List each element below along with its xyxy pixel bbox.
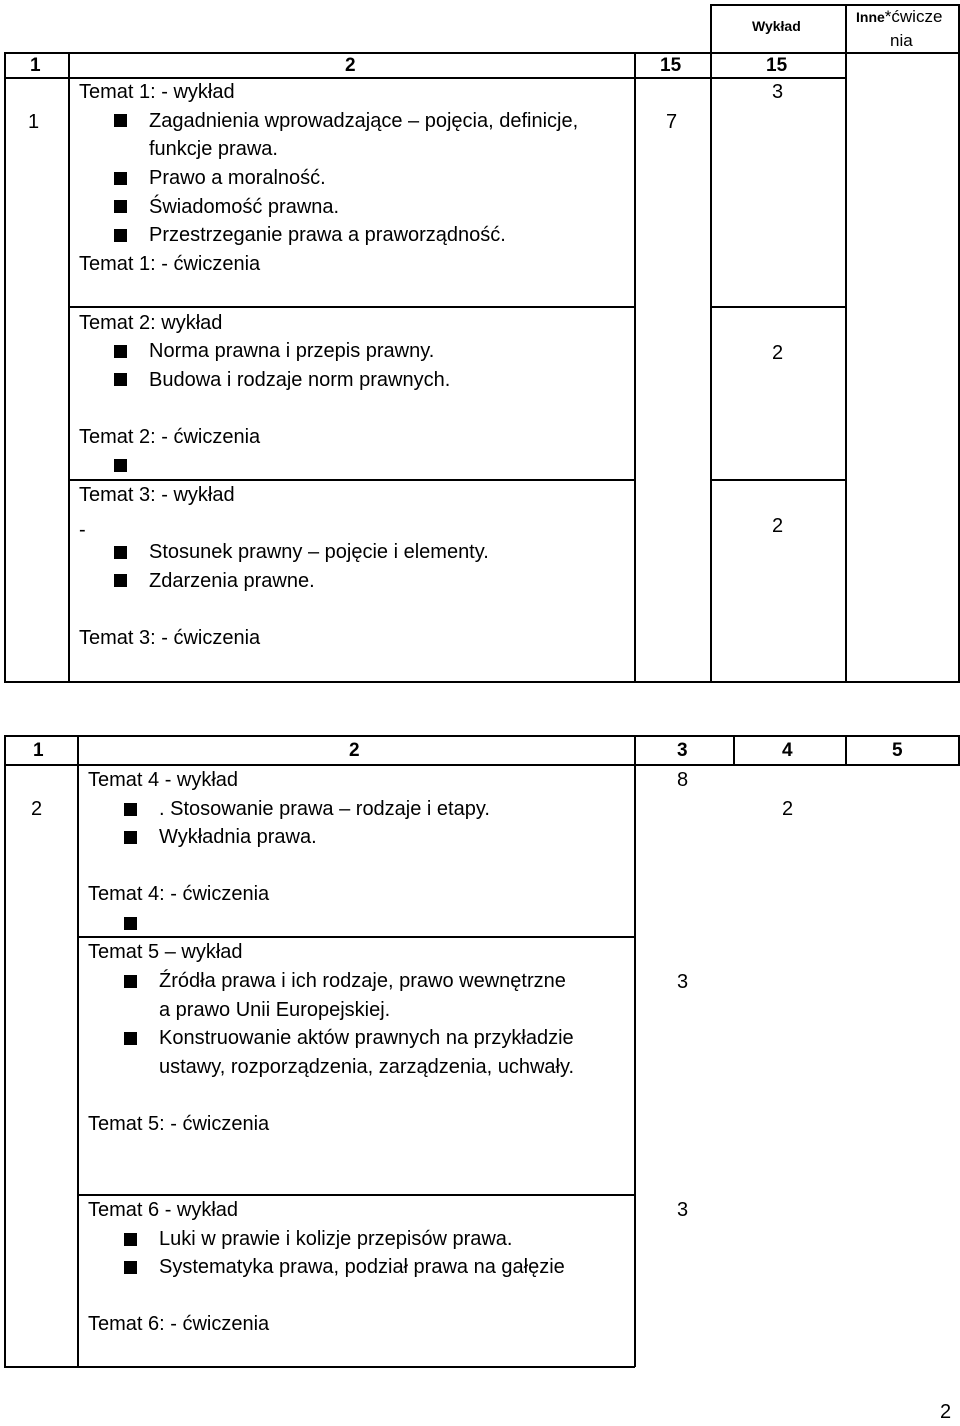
t4-exercise: Temat 4: - ćwiczenia <box>88 883 270 905</box>
t6-exercise: Temat 6: - ćwiczenia <box>88 1313 270 1335</box>
t1-col4-header: 15 <box>766 55 788 76</box>
bullet-icon <box>114 546 127 559</box>
t5-bullet-2: Konstruowanie aktów prawnych na przykładzie <box>159 1027 574 1049</box>
bullet-icon <box>124 1233 137 1246</box>
bullet-icon <box>114 114 127 127</box>
t5-bullet-1-cont: a prawo Unii Europejskiej. <box>159 999 391 1021</box>
t2-col1-header: 1 <box>33 740 44 761</box>
t3-hours: 2 <box>772 515 784 537</box>
bullet-icon <box>114 373 127 386</box>
t2-col2-header: 2 <box>349 740 360 761</box>
t5-bullet-2-cont: ustawy, rozporządzenia, zarządzenia, uchwały. <box>159 1056 575 1078</box>
bullet-icon <box>114 229 127 242</box>
t3-bullet-1: Stosunek prawny – pojęcie i elementy. <box>149 541 489 563</box>
t5-bullet-1: Źródła prawa i ich rodzaje, prawo wewnętrzne <box>159 970 566 992</box>
t3-title: Temat 3: - wykład <box>79 484 235 506</box>
t4-bullet-1: . Stosowanie prawa – rodzaje i etapy. <box>159 798 490 820</box>
bullet-icon <box>124 803 137 816</box>
t6-bullet-1: Luki w prawie i kolizje przepisów prawa. <box>159 1228 513 1250</box>
bullet-icon <box>124 831 137 844</box>
t2-row-number: 2 <box>31 798 43 820</box>
t4-bullet-2: Wykładnia prawa. <box>159 826 317 848</box>
t1-hours-lecture: 7 <box>666 111 678 133</box>
t4-hours-exercise: 2 <box>782 798 794 820</box>
t6-bullet-2: Systematyka prawa, podział prawa na gałęzie <box>159 1256 565 1278</box>
t1-bullet-1: Zagadnienia wprowadzające – pojęcia, definicje, <box>149 110 579 132</box>
t1-bullet-4: Przestrzeganie prawa a praworządność. <box>149 224 506 246</box>
t4-title: Temat 4 - wykład <box>88 769 239 791</box>
t1-bullet-1-cont: funkcje prawa. <box>149 138 278 160</box>
bullet-icon <box>114 172 127 185</box>
t2-col4-header: 4 <box>782 740 793 761</box>
bullet-icon <box>114 345 127 358</box>
t1-exercise: Temat 1: - ćwiczenia <box>79 253 261 275</box>
t3-dash: - <box>79 519 86 541</box>
bullet-icon <box>124 975 137 988</box>
t1-bullet-3: Świadomość prawna. <box>149 196 340 218</box>
header-inne: Inne*ćwicze <box>856 7 943 26</box>
t2-title: Temat 2: wykład <box>79 312 223 334</box>
t1-col1-header: 1 <box>30 55 41 76</box>
t2-hours: 2 <box>772 342 784 364</box>
bullet-icon <box>114 574 127 587</box>
page-number: 2 <box>940 1401 952 1423</box>
t5-hours: 3 <box>677 971 689 993</box>
t5-exercise: Temat 5: - ćwiczenia <box>88 1113 270 1135</box>
bullet-icon <box>124 917 137 930</box>
t1-hours-exercise: 3 <box>772 81 784 103</box>
t1-title: Temat 1: - wykład <box>79 81 235 103</box>
t2-exercise: Temat 2: - ćwiczenia <box>79 426 261 448</box>
header-wyklad: Wykład <box>752 18 801 34</box>
t2-bullet-2: Budowa i rodzaje norm prawnych. <box>149 369 451 391</box>
t3-exercise: Temat 3: - ćwiczenia <box>79 627 261 649</box>
t1-col3-header: 15 <box>660 55 682 76</box>
t2-bullet-1: Norma prawna i przepis prawny. <box>149 340 435 362</box>
t4-hours-lecture: 8 <box>677 769 689 791</box>
bullet-icon <box>124 1261 137 1274</box>
t6-title: Temat 6 - wykład <box>88 1199 239 1221</box>
bullet-icon <box>124 1032 137 1045</box>
t3-bullet-2: Zdarzenia prawne. <box>149 570 315 592</box>
t1-col2-header: 2 <box>345 55 356 76</box>
t2-col3-header: 3 <box>677 740 688 761</box>
bullet-icon <box>114 459 127 472</box>
t1-row-number: 1 <box>28 111 40 133</box>
t1-bullet-2: Prawo a moralność. <box>149 167 326 189</box>
bullet-icon <box>114 200 127 213</box>
t6-hours: 3 <box>677 1199 689 1221</box>
header-inne-line2: nia <box>890 31 913 50</box>
t2-col5-header: 5 <box>892 740 903 761</box>
t5-title: Temat 5 – wykład <box>88 941 243 963</box>
